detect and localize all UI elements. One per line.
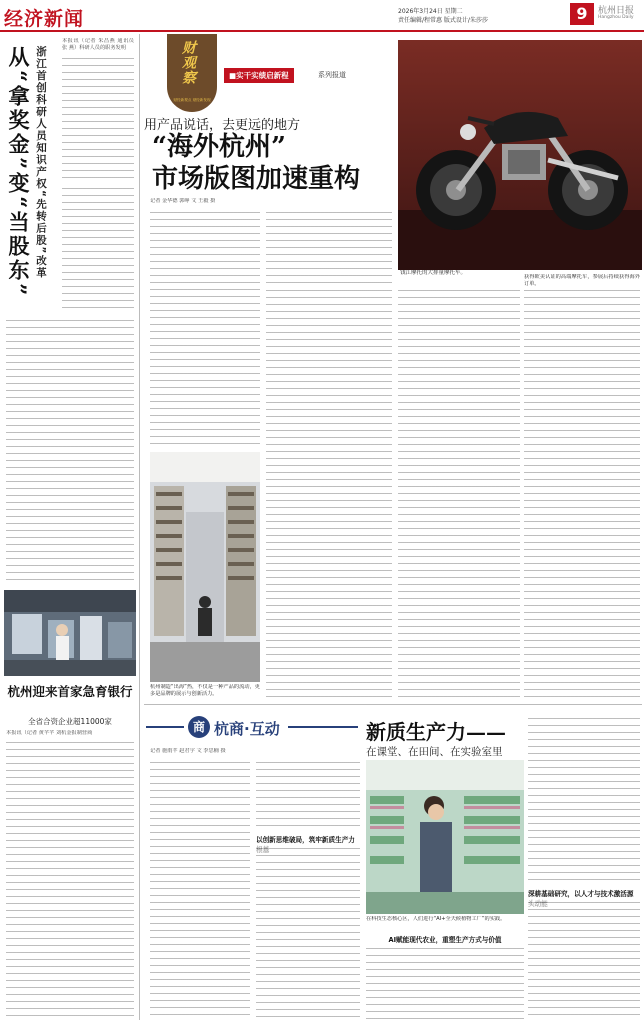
left-byline: 本报讯（记者 朱昌燕 通讯员 张 燕）科研人员的职务发明 (62, 38, 134, 51)
feature-logo: 财观察 财经新观点 财经新发现 (167, 34, 217, 112)
page-number-badge: 9 (570, 3, 594, 25)
feature-title-1: “海外杭州” (152, 132, 286, 162)
left-box-byline: 本报讯（记者 黄芊芊 刘杭金报制营商 (6, 730, 93, 736)
bottom-byline: 记者 施雨芊 赵君宇 文 李思楠 摄 (150, 748, 226, 754)
bottom-body-col4b (528, 900, 640, 1020)
left-body-text-b (62, 186, 134, 314)
left-body-text-a (62, 56, 134, 182)
header-editors: 责任编辑/程常惠 版式设计/朱莎莎 (398, 17, 488, 24)
feature-body-col5 (524, 288, 640, 698)
subhead-3: 深耕基础研究，以人才与技术激活源 (528, 890, 634, 898)
new-quality-subtitle: 在课堂、在田间、在实验室里 (366, 746, 503, 758)
hangshang-logo: 商 杭商·互动 (146, 710, 358, 744)
greenhouse-photo (366, 760, 524, 914)
paper-name-en: Hangzhou Daily (598, 15, 634, 20)
left-box-body (6, 740, 134, 1020)
bottom-body-col3 (366, 946, 524, 1020)
left-headline: 从“拿奖金”变“当股东” (6, 46, 31, 299)
paper-name: 杭州日报 (598, 6, 635, 16)
left-box-subtitle: 全省合资企业超11000家 (28, 717, 112, 726)
column-divider (139, 34, 140, 1020)
left-kicker: 浙江首创科研人员知识产权“先转后股”改革 (35, 46, 47, 279)
motorcycle-caption: 钱江摩托的大排量摩托车。 (400, 270, 467, 276)
header-date: 2026年3月24日 星期二 (398, 8, 463, 15)
new-quality-title: 新质生产力—— (366, 720, 506, 744)
bottom-body-col4a (528, 716, 640, 884)
subhead-2: AI赋能现代农业，重塑生产方式与价值 (388, 936, 502, 944)
feature-body-col1 (150, 210, 260, 448)
lab-photo (4, 590, 136, 676)
feature-title-2: 市场版图加速重构 (152, 164, 361, 194)
market-photo (150, 452, 260, 682)
feature-kicker: 用产品说话，去更远的地方 (144, 118, 301, 133)
feature-body-col2 (266, 210, 392, 284)
bottom-body-col1 (150, 760, 250, 1020)
header-rule (0, 30, 644, 32)
left-box-title: 杭州迎来首家急育银行 (7, 684, 133, 699)
series-note: 系列报道 (318, 71, 346, 79)
series-tag: ■实干实绩启新程 (224, 68, 294, 83)
section-title: 经济新闻 (4, 8, 85, 30)
bottom-body-col2b (256, 846, 360, 1020)
subhead-1: 以创新思维破局，筑牢新质生产力 (256, 836, 355, 844)
mid-divider (144, 704, 642, 705)
market-caption: 杭州制造“出海”热，不仅是一种产品的流动，更多是品牌的展示与创新活力。 (150, 684, 260, 697)
feature-body-col4 (398, 288, 520, 698)
left-body-text-c (6, 318, 134, 586)
greenhouse-caption: 在科技生态核心区，人们进行“AI+全天候植物工厂”的实践。 (366, 916, 506, 922)
feature-byline: 记者 金华德 郭峥 文 王毅 摄 (150, 198, 216, 204)
motorcycle-photo (398, 40, 642, 270)
feature-body-col3 (266, 288, 392, 698)
bottom-body-col2a (256, 760, 360, 830)
right-column-caption: 获得欧美认证的高端摩托车，参展后持续获得海外订单。 (524, 274, 640, 287)
